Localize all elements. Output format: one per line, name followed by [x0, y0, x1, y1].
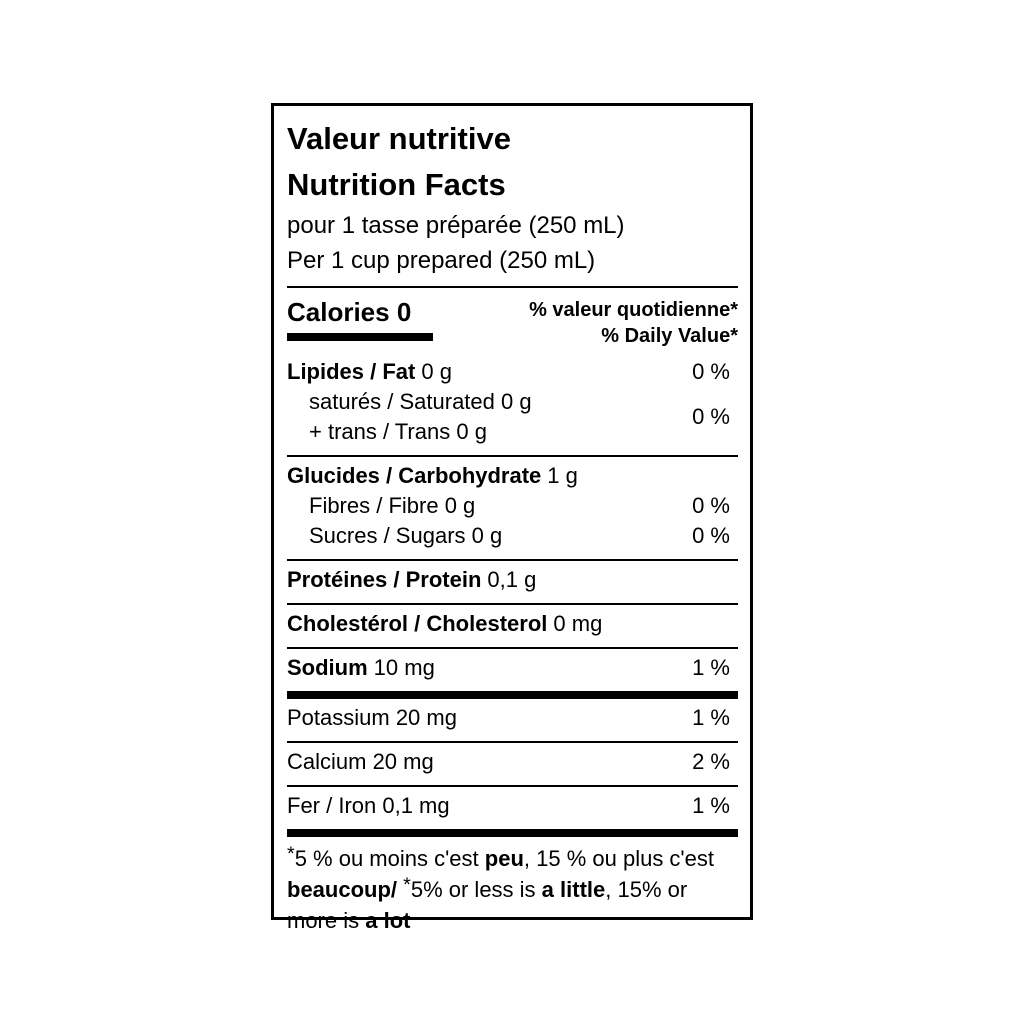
label-header: [287, 114, 738, 286]
potassium-dv: 1 %: [692, 705, 730, 730]
sodium-label: Sodium 10 mg: [287, 655, 435, 680]
footnote-asterisk-fr: *: [287, 843, 295, 866]
nutrition-facts-label: [271, 103, 753, 933]
calories-underline-bar: [287, 333, 433, 341]
fat-section: [287, 357, 738, 455]
protein-row: [287, 565, 738, 595]
calcium-section: [287, 743, 738, 785]
iron-row: [287, 791, 738, 821]
carbohydrate-label: Glucides / Carbohydrate 1 g: [287, 463, 578, 488]
calcium-label: Calcium 20 mg: [287, 749, 434, 774]
fibre-label: Fibres / Fibre 0 g: [309, 493, 476, 518]
protein-section: [287, 561, 738, 603]
divider-thick-sodium: [287, 691, 738, 699]
calories-block: [287, 297, 433, 341]
saturated-trans-dv: 0 %: [692, 404, 730, 429]
sugars-dv: 0 %: [692, 523, 730, 548]
potassium-section: [287, 699, 738, 741]
footnote-asterisk-en: *: [403, 874, 411, 897]
fat-label: Lipides / Fat 0 g: [287, 359, 452, 384]
trans-fat-row: + trans / Trans 0 g: [309, 419, 487, 444]
cholesterol-row: [287, 609, 738, 639]
divider-thick-iron: [287, 829, 738, 837]
sugars-row: [287, 521, 738, 551]
cholesterol-section: [287, 605, 738, 647]
title-french: Valeur nutritive: [287, 121, 511, 156]
potassium-row: [287, 703, 738, 733]
carbohydrate-section: [287, 457, 738, 559]
fat-dv: 0 %: [692, 359, 730, 384]
saturated-trans-labels: [287, 387, 532, 447]
daily-value-footnote: *5 % ou moins c'est peu, 15 % ou plus c'est beaucoup/ *5% or less is a little, 15% or more is a lot: [287, 843, 714, 933]
sugars-label: Sucres / Sugars 0 g: [309, 523, 503, 548]
calories-value: Calories 0: [287, 297, 412, 327]
fibre-dv: 0 %: [692, 493, 730, 518]
carbohydrate-row: [287, 461, 738, 491]
sodium-section: [287, 649, 738, 691]
potassium-label: Potassium 20 mg: [287, 705, 457, 730]
fibre-row: [287, 491, 738, 521]
calcium-row: [287, 747, 738, 777]
daily-value-header-french: % valeur quotidienne*: [529, 299, 738, 321]
sodium-dv: 1 %: [692, 655, 730, 680]
calcium-dv: 2 %: [692, 749, 730, 774]
iron-dv: 1 %: [692, 793, 730, 818]
saturated-fat-row: saturés / Saturated 0 g: [309, 389, 532, 414]
protein-label: Protéines / Protein 0,1 g: [287, 567, 537, 592]
daily-value-header-english: % Daily Value*: [601, 325, 738, 347]
serving-size-english: Per 1 cup prepared (250 mL): [287, 247, 596, 274]
saturated-trans-group: [287, 387, 738, 447]
daily-value-header: [529, 297, 738, 349]
title-english: Nutrition Facts: [287, 167, 506, 202]
iron-section: [287, 787, 738, 829]
fat-row: [287, 357, 738, 387]
iron-label: Fer / Iron 0,1 mg: [287, 793, 450, 818]
cholesterol-label: Cholestérol / Cholesterol 0 mg: [287, 611, 603, 636]
serving-size-french: pour 1 tasse préparée (250 mL): [287, 212, 625, 239]
header-spacer: [287, 278, 738, 286]
calories-row: [287, 288, 738, 357]
sodium-row: [287, 653, 738, 683]
